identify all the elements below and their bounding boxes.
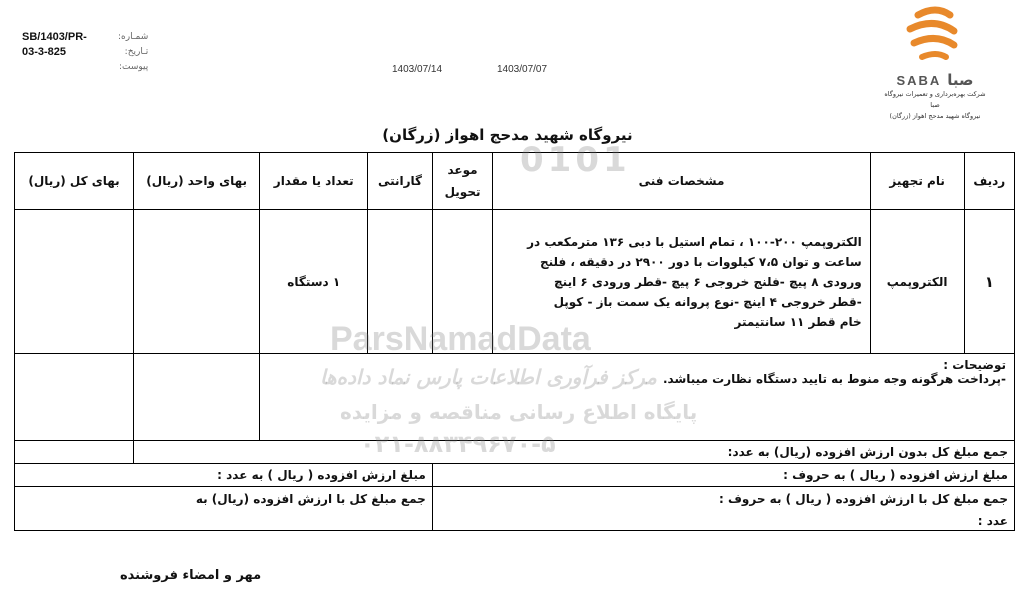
notes-cell <box>260 354 1015 441</box>
total-words-label: جمع مبلغ کل با ارزش افزوده ( ریال ) به حروف : عدد : <box>432 487 1014 531</box>
brand-persian: صبا <box>947 71 974 89</box>
saba-logo-icon <box>880 5 990 67</box>
spec-line: -قطر خروجی ۴ اینچ -نوع پروانه یک سمت باز - کوپل <box>553 294 862 309</box>
spec-line: خام قطر ۱۱ سانتیمتر <box>734 314 862 329</box>
cell-specs <box>493 210 870 354</box>
header-unit-price: بهای واحد (ریال) <box>134 153 260 210</box>
sum-without-vat-label: جمع مبلغ کل بدون ارزش افزوده (ریال) به عدد: <box>134 441 1015 464</box>
total-number-label: جمع مبلغ کل با ارزش افزوده (ریال) به <box>15 487 433 531</box>
header-total-price: بهای کل (ریال) <box>15 153 134 210</box>
watermark-line-2: مرکز فرآوری اطلاعات پارس نماد داده‌ها <box>320 365 657 389</box>
vat-row <box>15 464 1015 487</box>
date-2: 1403/07/07 <box>497 64 548 75</box>
header-row-no: ردیف <box>964 153 1014 210</box>
header-specs: مشخصات فنی <box>493 153 870 210</box>
table-header-row <box>15 153 1015 210</box>
reference-number: SB/1403/PR- 03-3-825 <box>22 31 87 58</box>
notes-text: -پرداخت هرگونه وجه منوط به تایید دستگاه نظارت میباشد. <box>662 372 1006 386</box>
spec-line: ساعت و توان ۷،۵ کیلووات با دور ۲۹۰۰ در دقیقه ، فلنج <box>539 254 862 269</box>
cell-delivery[interactable] <box>432 210 493 354</box>
items-table <box>14 152 1015 531</box>
sum-without-vat-row <box>15 441 1015 464</box>
cell-total-price[interactable] <box>15 210 134 354</box>
notes-empty-1 <box>134 354 260 441</box>
vat-number-label: مبلغ ارزش افزوده ( ریال ) به عدد : <box>15 464 433 487</box>
spec-line: ورودی ۸ پیچ -فلنج خروجی ۶ پیچ -قطر ورودی ۶ اینچ <box>554 274 862 289</box>
seller-signature-label: مهر و امضاء فروشنده <box>120 568 262 583</box>
date-1: 1403/07/14 <box>392 64 443 75</box>
header-equipment: نام تجهیز <box>870 153 964 210</box>
notes-empty-2 <box>15 354 134 441</box>
header-delivery: موعد تحویل <box>432 153 493 210</box>
cell-quantity: ۱ دستگاه <box>260 210 368 354</box>
watermark-line-3: پایگاه اطلاع رسانی مناقصه و مزایده <box>340 400 698 424</box>
watermark-phone: ۰۲۱-۸۸۳۴۹۶۷۰-۵ <box>360 430 556 458</box>
cell-equipment: الکتروپمپ <box>870 210 964 354</box>
vat-words-label: مبلغ ارزش افزوده ( ریال ) به حروف : <box>432 464 1014 487</box>
sum-without-vat-value[interactable] <box>15 441 134 464</box>
header-warranty: گارانتی <box>368 153 433 210</box>
cell-row-no: ۱ <box>964 210 1014 354</box>
brand-latin: SABA <box>896 73 942 88</box>
header-labels: شمـاره: تـاریخ: پیوست: <box>118 32 149 72</box>
logo-line-1: شرکت بهره‌برداری و تعمیرات نیروگاه صبا <box>884 90 986 109</box>
header-quantity: تعداد یا مقدار <box>260 153 368 210</box>
cell-warranty[interactable] <box>368 210 433 354</box>
watermark-brand: ParsNamadData <box>330 320 591 358</box>
saba-logo <box>880 5 990 120</box>
page-title: نیروگاه شهید مدحج اهواز (زرگان) <box>382 126 633 144</box>
watermark-digits: 0101 <box>520 140 631 180</box>
total-row <box>15 487 1015 531</box>
notes-row <box>15 354 1015 441</box>
spec-line: الکتروپمپ ۲۰۰-۱۰۰ ، تمام استیل با دبی ۱۳۶ مترمکعب در <box>527 234 862 249</box>
logo-line-2: نیروگاه شهید مدحج اهواز (زرگان) <box>889 112 981 120</box>
cell-unit-price[interactable] <box>134 210 260 354</box>
notes-title: توضیحات : <box>943 358 1006 372</box>
table-row <box>15 210 1015 354</box>
